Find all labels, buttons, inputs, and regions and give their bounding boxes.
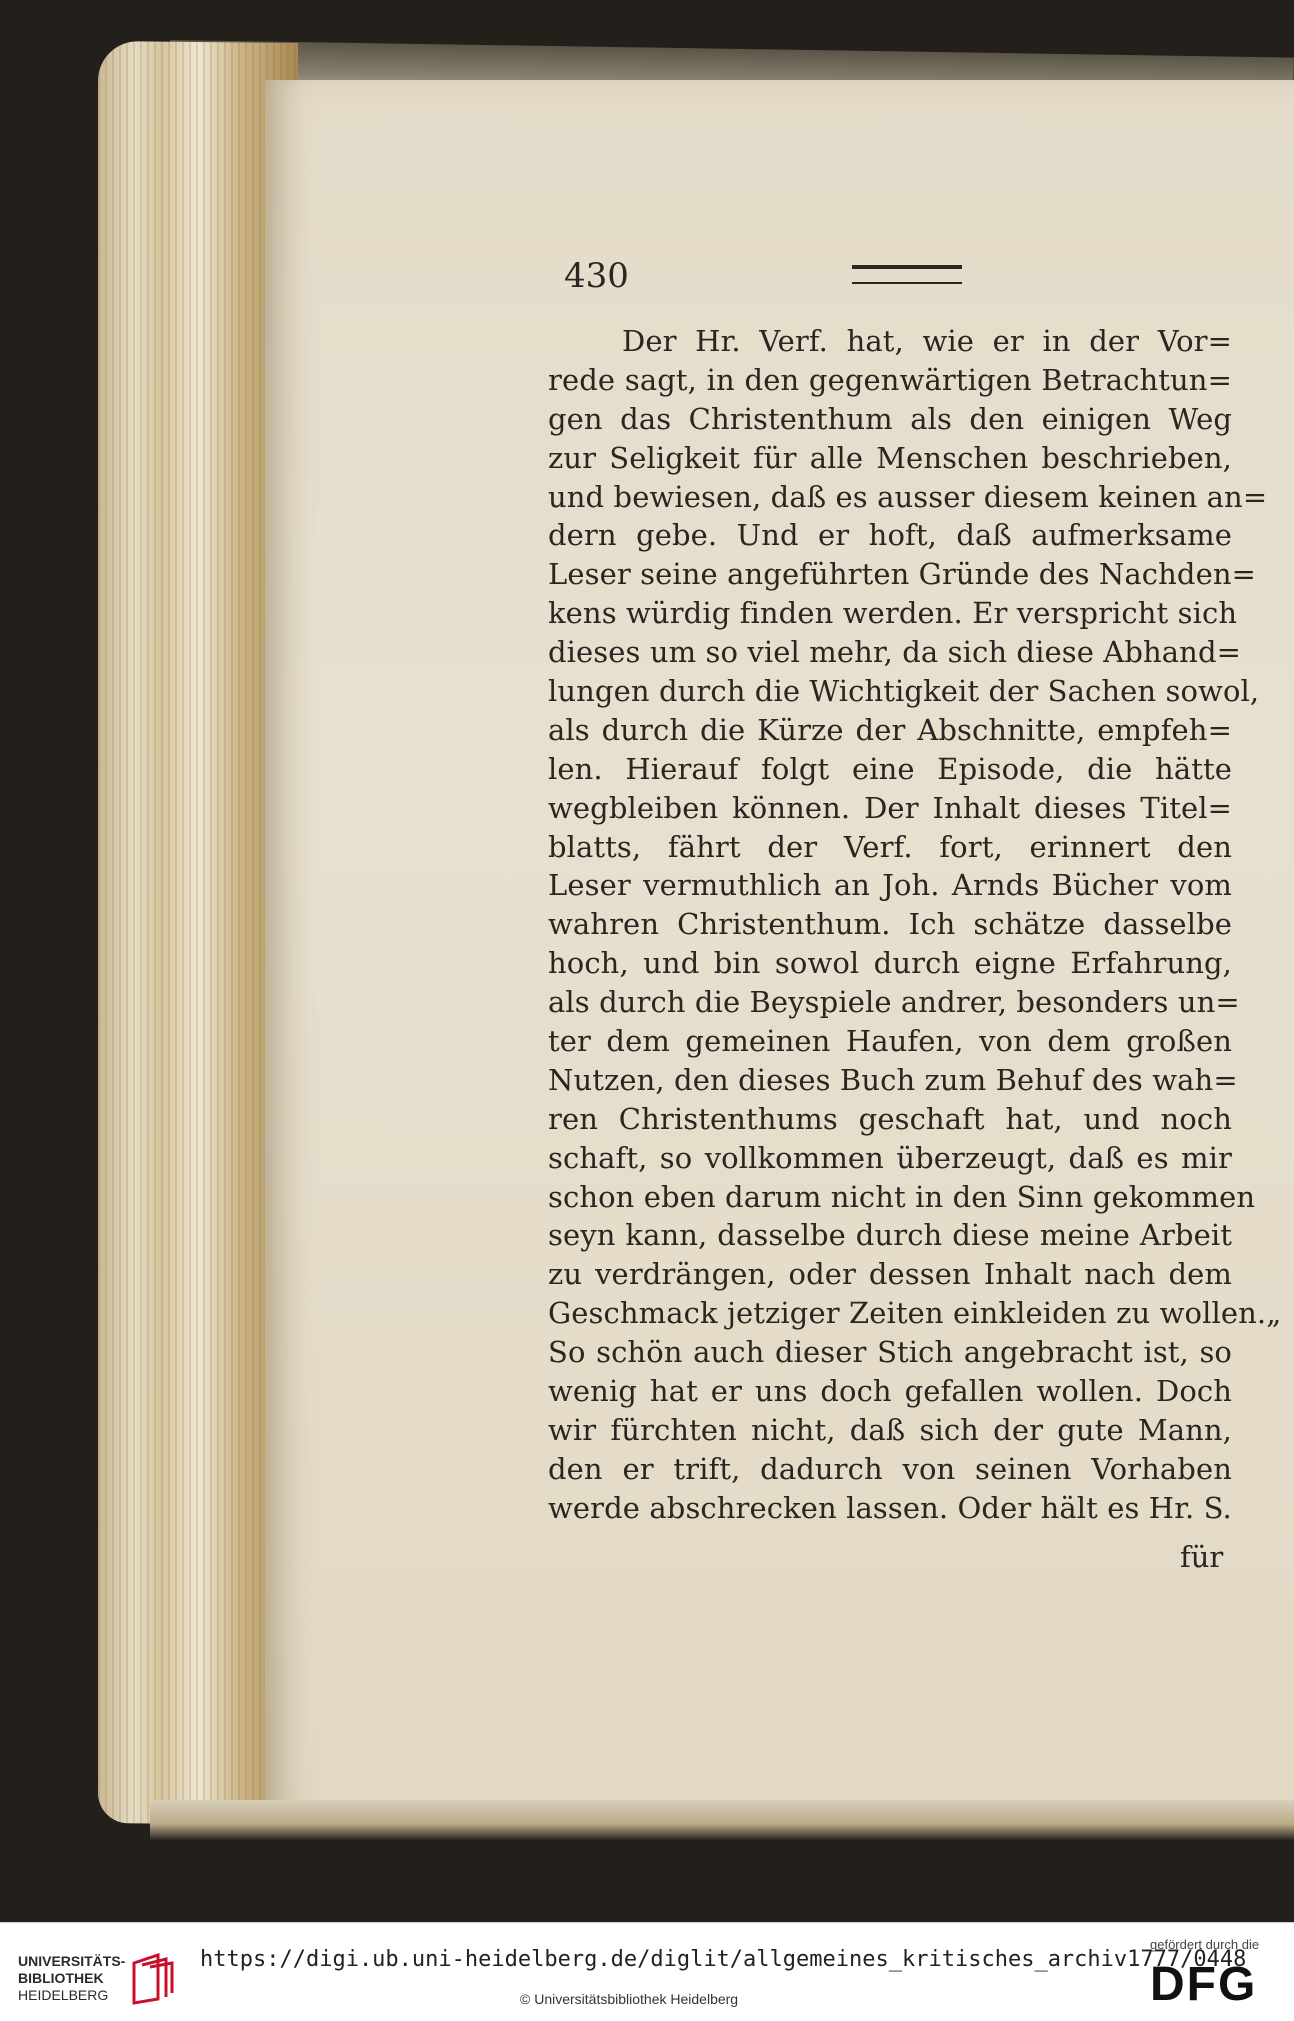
dfg-logo[interactable]: DFG bbox=[1150, 1958, 1258, 2011]
library-logo-line: BIBLIOTHEK bbox=[18, 1970, 104, 1986]
footer-bar bbox=[0, 1922, 1294, 2021]
library-logo-line: UNIVERSITÄTS- bbox=[18, 1953, 126, 1969]
library-logo-line: HEIDELBERG bbox=[18, 1987, 109, 2003]
text-line: schaft, so vollkommen überzeugt, daß es mir bbox=[548, 1140, 1232, 1175]
funding-caption: gefördert durch die bbox=[1150, 1937, 1260, 1952]
text-line: dern gebe. Und er hoft, daß aufmerksame bbox=[548, 518, 1232, 553]
text-line: Geschmack jetziger Zeiten einkleiden zu wollen.„ bbox=[548, 1296, 1282, 1331]
library-logo[interactable] bbox=[18, 1953, 138, 2004]
text-line: wenig hat er uns doch gefallen wollen. Doch bbox=[548, 1374, 1232, 1409]
body-text bbox=[548, 322, 1282, 1528]
text-line: seyn kann, dasselbe durch diese meine Arbeit bbox=[548, 1218, 1232, 1253]
page-number: 430 bbox=[564, 256, 629, 296]
text-line: kens würdig finden werden. Er verspricht sich bbox=[548, 596, 1238, 631]
text-line: lungen durch die Wichtigkeit der Sachen sowol, bbox=[548, 674, 1260, 709]
text-line: werde abschrecken lassen. Oder hält es Hr. S. bbox=[548, 1490, 1232, 1525]
text-line: ter dem gemeinen Haufen, von dem großen bbox=[548, 1024, 1232, 1059]
library-logo-icon bbox=[128, 1953, 176, 2009]
text-line: den er trift, dadurch von seinen Vorhaben bbox=[548, 1451, 1232, 1486]
text-line: So schön auch dieser Stich angebracht ist, so bbox=[548, 1335, 1232, 1370]
text-line: Leser vermuthlich an Joh. Arnds Bücher vom bbox=[548, 868, 1232, 903]
text-line: Der Hr. Verf. hat, wie er in der Vor= bbox=[622, 324, 1232, 358]
header-rule bbox=[852, 265, 962, 284]
text-line: gen das Christenthum als den einigen Weg bbox=[548, 401, 1232, 436]
text-line: als durch die Beyspiele andrer, besonders un= bbox=[548, 985, 1240, 1020]
catchword: für bbox=[1180, 1540, 1224, 1574]
text-line: dieses um so viel mehr, da sich diese Abhand= bbox=[548, 635, 1242, 670]
text-line: schon eben darum nicht in den Sinn gekommen bbox=[548, 1179, 1256, 1214]
copyright-text: © Universitätsbibliothek Heidelberg bbox=[520, 1991, 739, 2007]
permalink-url[interactable]: https://digi.ub.uni-heidelberg.de/diglit/allgemeines_kritisches_archiv1777/0448 bbox=[200, 1947, 1247, 1972]
text-line: Leser seine angeführten Gründe des Nachden= bbox=[548, 557, 1257, 592]
text-line: zur Seligkeit für alle Menschen beschrieben, bbox=[548, 440, 1232, 475]
text-line: zu verdrängen, oder dessen Inhalt nach dem bbox=[548, 1257, 1232, 1292]
text-line: rede sagt, in den gegenwärtigen Betrachtun= bbox=[548, 362, 1232, 397]
text-line: als durch die Kürze der Abschnitte, empfeh= bbox=[548, 712, 1232, 747]
text-line: blatts, fährt der Verf. fort, erinnert den bbox=[548, 829, 1232, 864]
text-line: hoch, und bin sowol durch eigne Erfahrung, bbox=[548, 946, 1232, 981]
text-line: und bewiesen, daß es ausser diesem keinen an= bbox=[548, 479, 1268, 514]
text-line: wahren Christenthum. Ich schätze dasselbe bbox=[548, 907, 1232, 942]
text-line: ren Christenthums geschaft hat, und noch bbox=[548, 1101, 1232, 1136]
text-line: Nutzen, den dieses Buch zum Behuf des wah= bbox=[548, 1062, 1238, 1097]
text-line: len. Hierauf folgt eine Episode, die hätte bbox=[548, 751, 1232, 786]
text-line: wegbleiben können. Der Inhalt dieses Titel= bbox=[548, 790, 1232, 825]
page-bottom-edge bbox=[150, 1800, 1294, 1840]
text-line: wir fürchten nicht, daß sich der gute Mann, bbox=[548, 1412, 1232, 1447]
